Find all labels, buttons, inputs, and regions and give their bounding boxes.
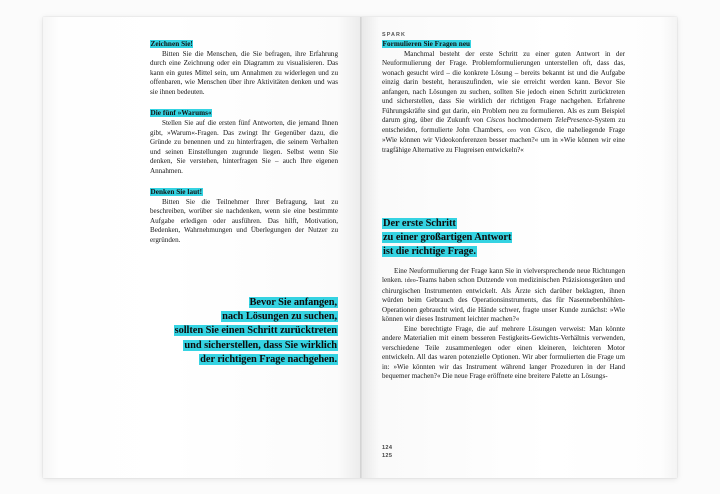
- highlight-mark: Der erste Schritt: [383, 218, 456, 229]
- right-paragraph-3: Eine berechtigte Frage, die auf mehrere Lösungen verweist: Man könnte andere Materialien mit einem besseren Festigkeits-Gewichts-Verhältnis verwenden, verschiedene Teile zusammenlegen oder einen kleineren, leichteren Motor entwickeln. All das waren potenzielle Optionen. Wir aber formulierten die Frage um in: »Wie könnten wir das Instrument während langer Prozeduren in der Hand bequemer machen?« Die neue Frage eröffnete eine breitere Palette an Lösungs-: [382, 324, 625, 380]
- right-page-pull-heading: [382, 217, 625, 260]
- pull-quote-line: [150, 339, 338, 353]
- right-page-text-column-top: [382, 39, 625, 155]
- highlight-mark: der richtigen Frage nachgehen.: [200, 353, 337, 365]
- running-head: SPARK: [382, 32, 406, 38]
- highlight-mark: Bevor Sie anfangen,: [249, 297, 337, 308]
- pull-quote-line: [150, 353, 338, 367]
- section-die-fuenf-warums: [150, 108, 338, 176]
- highlight-mark: Denken Sie laut!: [150, 187, 203, 196]
- highlight-mark: nach Lösungen zu suchen,: [222, 311, 337, 323]
- folio-page-numbers: [382, 444, 392, 460]
- right-page-text-column-bottom: [382, 267, 625, 381]
- p2-part-a: Eine Neuformulierung der Frage kann Sie in vielversprechende neue Richtungen lenken.: [382, 267, 625, 285]
- section-heading: [150, 187, 338, 197]
- p1-part-d: von: [516, 125, 535, 134]
- p1-part-e: , die naheliegende Frage »Wie können wir Videokonferenzen besser machen?« um in »Wie können wir eine tragfähige Alternative zu Flugreisen entwickeln?«: [382, 125, 625, 154]
- p1-part-a: Manchmal besteht der erste Schritt zu einer guten Antwort in der Neuformulierung der Frage. Problemformulierungen unterstellen oft, dass das, wonach gesucht wird – die konkrete Lösung – bereits bekannt ist und die Aufgabe einzig darin besteht, herauszufinden, wie sie erreicht werden kann. Bevor Sie anfangen, nach Lösungen zu suchen, sollten Sie jedoch einen Schritt zurücktreten und sicherstellen, dass Sie wirklich der richtigen Frage nachgehen. Erfahrene Führungskräfte sind gut darin, ein Problem neu zu formulieren. Als es zum Beispiel darum ging, über die Zukunft von: [382, 50, 625, 125]
- pull-heading-line: [382, 245, 625, 259]
- pull-quote-line: [150, 324, 338, 338]
- p1-italic-cisco: Cisco: [534, 125, 551, 134]
- section-heading: [150, 108, 338, 118]
- right-paragraph-2: [382, 267, 625, 325]
- highlight-mark: zu einer großartigen Antwort: [383, 232, 512, 244]
- pull-quote-line: [150, 296, 338, 310]
- p1-part-c: -System zu entscheiden, formulierte John Chambers,: [382, 116, 625, 134]
- p1-smallcaps-ceo: ceo: [507, 127, 517, 134]
- pull-quote-line: [150, 310, 338, 324]
- highlight-mark: ist die richtige Frage.: [383, 246, 476, 258]
- folio-line: 125: [382, 453, 393, 459]
- section-zeichnen-sie: [150, 39, 338, 97]
- p2-part-b: -Teams haben schon Dutzende von medizinischen Präzisionsgeräten und chirurgischen Instrumenten entwickelt. Als Ärzte sich darüber beklagten, ihnen würden beim Gebrauch des Operationsinstruments, das für Nasennebenhöhlen-Operationen gebraucht wird, die Hände schwer, fragte unser Kunde zunächst: »Wie können wir dieses Instrument leichter machen?«: [382, 276, 625, 324]
- highlight-mark: sollten Sie einen Schritt zurücktreten: [174, 325, 337, 337]
- p1-part-b: hochmodernem: [505, 116, 555, 125]
- highlight-mark: Formulieren Sie Fragen neu: [382, 40, 471, 48]
- highlight-mark: und sicherstellen, dass Sie wirklich: [184, 339, 337, 351]
- pull-heading-line: [382, 217, 625, 231]
- p1-italic-ciscos: Ciscos: [486, 116, 506, 125]
- pull-heading-line: [382, 231, 625, 245]
- p1-italic-telepresence: TelePresence: [554, 116, 593, 125]
- left-page-pull-quote: [150, 296, 338, 367]
- left-page-text-column: [150, 39, 338, 245]
- section-paragraph: Bitten Sie die Menschen, die Sie befragen, ihre Erfahrung durch eine Zeichnung oder ein Diagramm zu visualisieren. Das kann ein gutes Mittel sein, um Annahmen zu widerlegen und zu offenbaren, wie Menschen über ihre Aktivitäten denken und was sie ihnen bedeuten.: [150, 50, 338, 96]
- section-heading: [150, 39, 338, 49]
- section-denken-sie-laut: [150, 187, 338, 245]
- highlight-mark: Die fünf »Warums«: [150, 109, 212, 118]
- section-paragraph: Bitten Sie die Teilnehmer Ihrer Befragung, laut zu beschreiben, worüber sie nachdenken, wenn sie eine bestimmte Aufgabe erledigen oder ausführen. Das hilft, Motivation, Bedenken, Wahrnehmungen und Überlegungen der Nutzer zu ergründen.: [150, 197, 338, 244]
- section-heading: [382, 39, 625, 49]
- right-paragraph-1: [382, 50, 625, 155]
- section-paragraph: Stellen Sie auf die ersten fünf Antworten, die jemand Ihnen gibt, »Warum«-Fragen. Das zwingt Ihr Gegenüber dazu, die Gründe zu benennen und zu hinterfragen, die seinem Verhalten und seinen Einstellungen zugrunde liegen. Selbst wenn Sie denken, Sie verstehen, hinterfragen Sie – auch Ihre eigenen Annahmen.: [150, 119, 338, 175]
- right-page: [360, 17, 677, 478]
- open-book: [43, 17, 677, 478]
- highlight-mark: Zeichnen Sie!: [150, 40, 193, 48]
- p2-smallcaps-ideo: ideo: [404, 278, 417, 285]
- folio-line: 124: [382, 445, 393, 451]
- left-page: [43, 17, 360, 478]
